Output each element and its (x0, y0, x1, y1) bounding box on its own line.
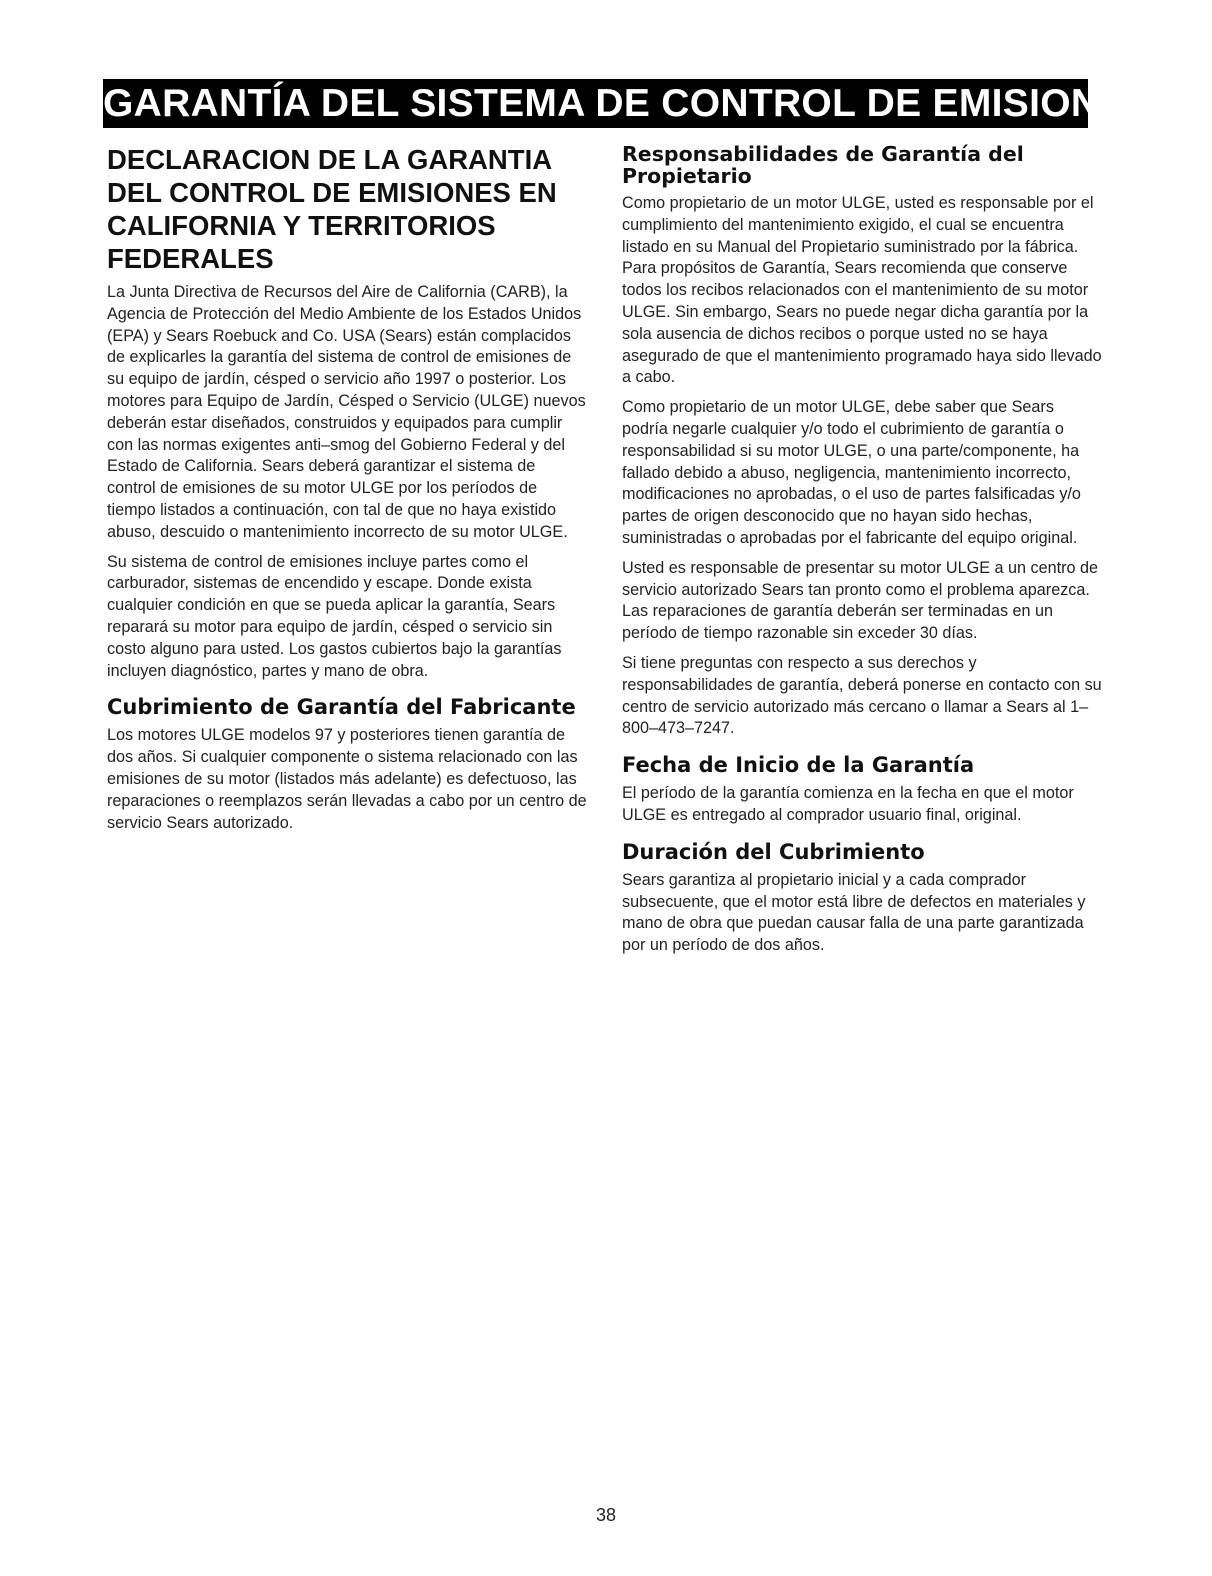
paragraph-owner-service: Usted es responsable de presentar su motor ULGE a un centro de servicio autorizado Sears tan pronto como el problema aparezca. Las reparaciones de garantía deberán ser terminadas en un período de tiempo razonable sin exceder 30 días. (622, 558, 1098, 643)
heading-manufacturer-coverage: Cubrimiento de Garantía del Fabricante (107, 695, 576, 720)
paragraph-owner-contact: Si tiene preguntas con respecto a sus derechos y responsabilidades de garantía, deberá ponerse en contacto con su centro de servicio autorizado más cercano o llamar a Sears al 1–800–473–7247. (622, 653, 1102, 738)
heading-start-date: Fecha de Inicio de la Garantía (622, 753, 975, 778)
page-number: 38 (595, 1505, 617, 1525)
left-column (107, 143, 587, 842)
paragraph-manufacturer-coverage: Los motores ULGE modelos 97 y posteriores tienen garantía de dos años. Si cualquier componente o sistema relacionado con las emisiones de su motor (listados más adelante) es defectuoso, las reparaciones o reemplazos serán llevadas a cabo por un centro de servicio Sears autorizado. (107, 726, 587, 832)
paragraph-start-date: El período de la garantía comienza en la fecha en que el motor ULGE es entregado al comprador usuario final, original. (622, 784, 1074, 824)
paragraph-intro: La Junta Directiva de Recursos del Aire de California (CARB), la Agencia de Protección del Medio Ambiente de los Estados Unidos (EPA) y Sears Roebuck and Co. USA (Sears) están complacidos de explicarles la garantía del sistema de control de emisiones de su equipo de jardín, césped o servicio año 1997 o posterior. Los motores para Equipo de Jardín, Césped o Servicio (ULGE) nuevos deberán estar diseñados, construidos y equipados para cumplir con las normas exigentes anti–smog del Gobierno Federal y del Estado de California. Sears deberá garantizar el sistema de control de emisiones de su motor ULGE por los períodos de tiempo listados a continuación, con tal de que no haya existido abuso, descuido o mantenimiento incorrecto de su motor ULGE. (107, 283, 586, 541)
paragraph-coverage-duration: Sears garantiza al propietario inicial y a cada comprador subsecuente, que el motor está libre de defectos en materiales y mano de obra que puedan causar falla de una parte garantizada por un período de dos años. (622, 870, 1086, 955)
main-heading: DECLARACION DE LA GARANTIA DEL CONTROL DE EMISIONES EN CALIFORNIA Y TERRITORIOS FEDERALES (107, 144, 557, 274)
paragraph-owner-denial: Como propietario de un motor ULGE, debe saber que Sears podría negarle cualquier y/o todo el cubrimiento de garantía o responsabilidad si su motor ULGE, o una parte/componente, ha fallado debido a abuso, negligencia, mantenimiento incorrecto, modificaciones no aprobadas, o el uso de partes falsificadas y/o partes de origen desconocido que no hayan sido hechas, suministradas o aprobadas por el fabricante del equipo original. (622, 398, 1081, 547)
paragraph-owner-maintenance: Como propietario de un motor ULGE, usted es responsable por el cumplimiento del mantenimiento exigido, el cual se encuentra listado en su Manual del Propietario suministrado por la fábrica. Para propósitos de Garantía, Sears recomienda que conserve todos los recibos relacionados con el mantenimiento de su motor ULGE. Sin embargo, Sears no puede negar dicha garantía por la sola ausencia de dichos recibos o porque usted no se haya asegurado de que el mantenimiento programado haya sido llevado a cabo. (622, 194, 1102, 387)
right-column (622, 143, 1104, 965)
heading-owner-responsibilities: Responsabilidades de Garantía del Propietario (622, 142, 1024, 188)
heading-coverage-duration: Duración del Cubrimiento (622, 839, 925, 864)
paragraph-system-parts: Su sistema de control de emisiones incluye partes como el carburador, sistemas de encendido y escape. Donde exista cualquier condición en que se pueda aplicar la garantía, Sears reparará su motor para equipo de jardín, césped o servicio sin costo alguno para usted. Los gastos cubiertos bajo la garantías incluyen diagnóstico, partes y mano de obra. (107, 552, 562, 680)
page-banner-title: GARANTÍA DEL SISTEMA DE CONTROL DE EMISIONES (103, 79, 1088, 128)
